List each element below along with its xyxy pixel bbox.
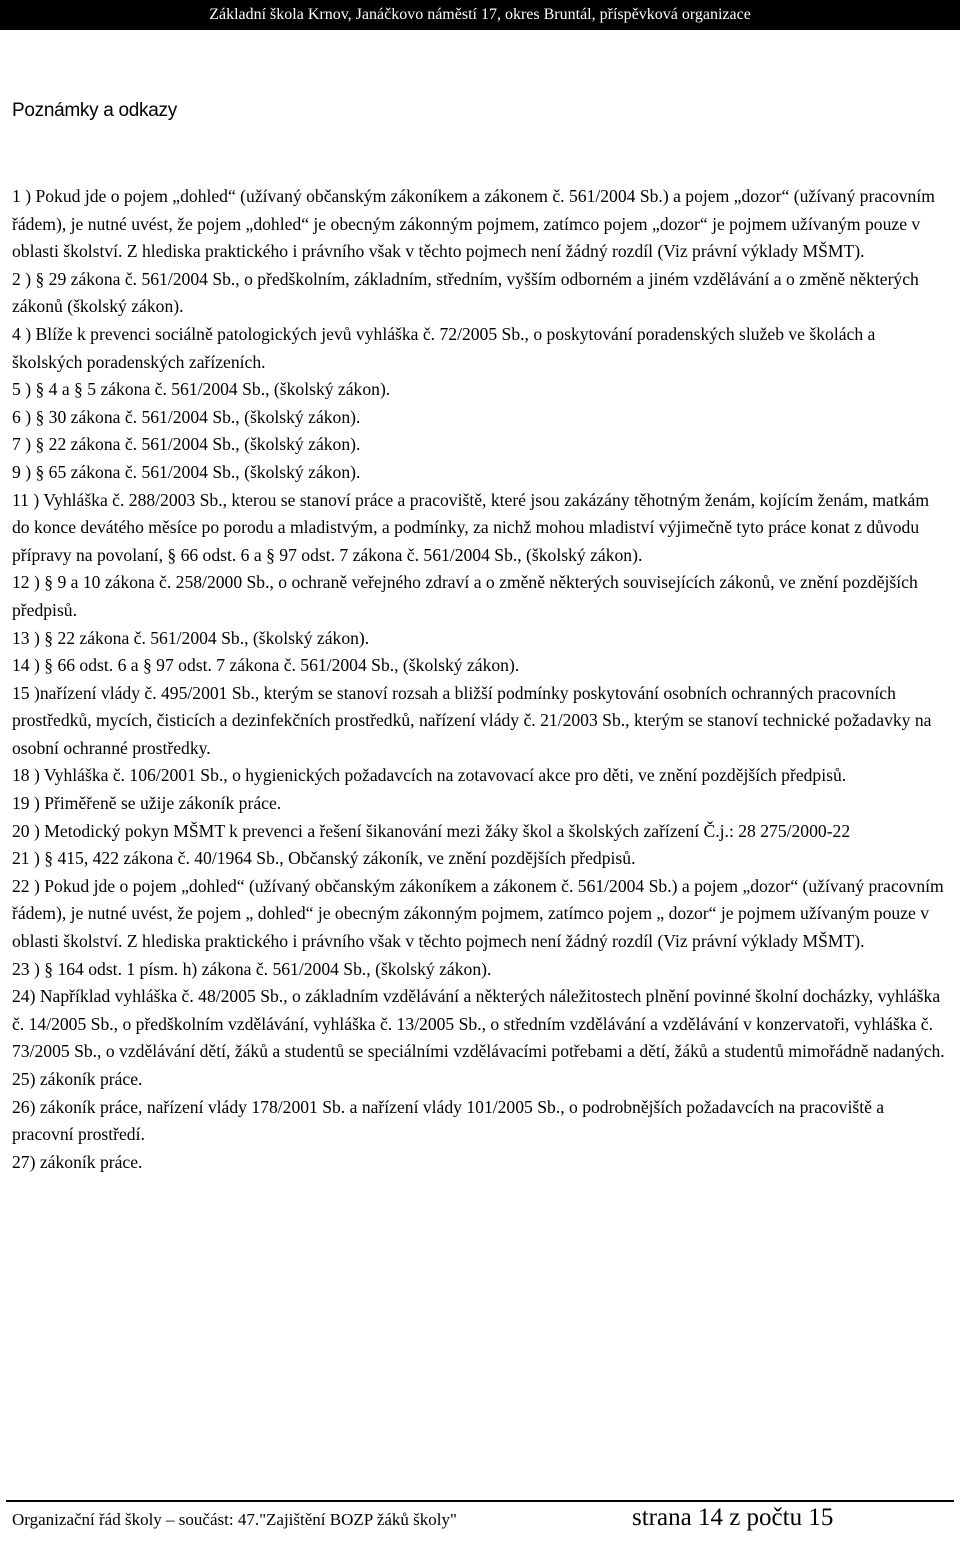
note-13: 13 ) § 22 zákona č. 561/2004 Sb., (školský zákon). [12,627,370,648]
footer-divider [6,1500,954,1502]
note-25: 25) zákoník práce. [12,1069,143,1089]
footer-page-number: strana 14 z počtu 15 [632,1504,834,1531]
note-23: 23 ) § 164 odst. 1 písm. h) zákona č. 561/2004 Sb., (školský zákon). [12,958,492,979]
note-27: 27) zákoník práce. [12,1151,143,1172]
note-19: 19 ) Přiměřeně se užije zákoník práce. [12,793,282,814]
note-26: 26) zákoník práce, nařízení vlády 178/2001 Sb. a nařízení vlády 101/2005 Sb., o podrobnějších požadavcích na pracoviště a pracovní prostředí. [12,1096,885,1145]
note-12: 12 ) § 9 a 10 zákona č. 258/2000 Sb., o ochraně veřejného zdraví a o změně některých souvisejících zákonů, ve znění pozdějších předpisů. [12,572,918,620]
note-1: 1 ) Pokud jde o pojem „dohled“ (užívaný občanským zákoníkem a zákonem č. 561/2004 Sb.) a pojem „dozor“ (užívaný pracovním řádem), je nutné uvést, že pojem „dohled“ je obecným zákonným pojmem, zatímco pojem „dozor“ je pojmem užívaným pouze v oblasti školství. Z hlediska praktického i právního však v těchto pojmech není žádný rozdíl (Viz právní výklady MŠMT). [12,186,935,262]
footer-document-title: Organizační řád školy – součást: 47."Zajištění BOZP žáků školy" [12,1510,457,1529]
note-9: 9 ) § 65 zákona č. 561/2004 Sb., (školský zákon). [12,461,361,482]
note-11: 11 ) Vyhláška č. 288/2003 Sb., kterou se stanoví práce a pracoviště, které jsou zakázány těhotným ženám, kojícím ženám, matkám do konce devátého měsíce po porodu a mladistvým, a podmínky, za nichž mohou mladiství výjimečně tyto práce konat z důvodu přípravy na povolaní, § 66 odst. 6 a § 97 odst. 7 zákona č. 561/2004 Sb., (školský zákon). [12,489,930,565]
note-14: 14 ) § 66 odst. 6 a § 97 odst. 7 zákona č. 561/2004 Sb., (školský zákon). [12,655,520,676]
note-6: 6 ) § 30 zákona č. 561/2004 Sb., (školský zákon). [12,406,361,427]
note-18: 18 ) Vyhláška č. 106/2001 Sb., o hygienických požadavcích na zotavovací akce pro děti, ve znění pozdějších předpisů. [12,765,847,786]
note-4: 4 ) Blíže k prevenci sociálně patologických jevů vyhláška č. 72/2005 Sb., o poskytování poradenských služeb ve školách a školských poradenských zařízeních. [12,323,876,372]
note-2: 2 ) § 29 zákona č. 561/2004 Sb., o předškolním, základním, středním, vyšším odborném a jiném vzdělávání a o změně některých zákonů (školský zákon). [12,268,919,317]
note-5: 5 ) § 4 a § 5 zákona č. 561/2004 Sb., (školský zákon). [12,379,391,400]
note-20: 20 ) Metodický pokyn MŠMT k prevenci a řešení šikanování mezi žáky škol a školských zařízení Č.j.: 28 275/2000-22 [12,820,851,841]
notes-list [12,183,948,1176]
note-15: 15 )nařízení vlády č. 495/2001 Sb., kterým se stanoví rozsah a bližší podmínky poskytování osobních ochranných pracovních prostředků, mycích, čisticích a dezinfekčních prostředků, nařízení vlády č. 21/2003 Sb., kterým se stanoví technické požadavky na osobní ochranné prostředky. [12,682,932,758]
note-7: 7 ) § 22 zákona č. 561/2004 Sb., (školský zákon). [12,434,361,455]
note-22: 22 ) Pokud jde o pojem „dohled“ (užívaný občanským zákoníkem a zákonem č. 561/2004 Sb.) a pojem „dozor“ (užívaný pracovním řádem), je nutné uvést, že pojem „ dohled“ je obecným zákonným pojmem, zatímco pojem „ dozor“ je pojmem užívaným pouze v oblasti školství. Z hlediska praktického i právního však v těchto pojmech není žádný rozdíl (Viz právní výklady MŠMT). [12,875,944,952]
note-24: 24) Například vyhláška č. 48/2005 Sb., o základním vzdělávání a některých náležitostech plnění povinné školní docházky, vyhláška č. 14/2005 Sb., o předškolním vzdělávání, vyhláška č. 13/2005 Sb., o středním vzdělávání a vzdělávání v konzervatoři, vyhláška č. 73/2005 Sb., o vzdělávání dětí, žáků a studentů se speciálními vzdělávacími potřebami a dětí, žáků a studentů mimořádně nadaných. [12,986,945,1062]
note-21: 21 ) § 415, 422 zákona č. 40/1964 Sb., Občanský zákoník, ve znění pozdějších předpisů. [12,848,636,869]
section-title: Poznámky a odkazy [12,100,177,121]
page-header: Základní škola Krnov, Janáčkovo náměstí 17, okres Bruntál, příspěvková organizace [0,0,960,30]
